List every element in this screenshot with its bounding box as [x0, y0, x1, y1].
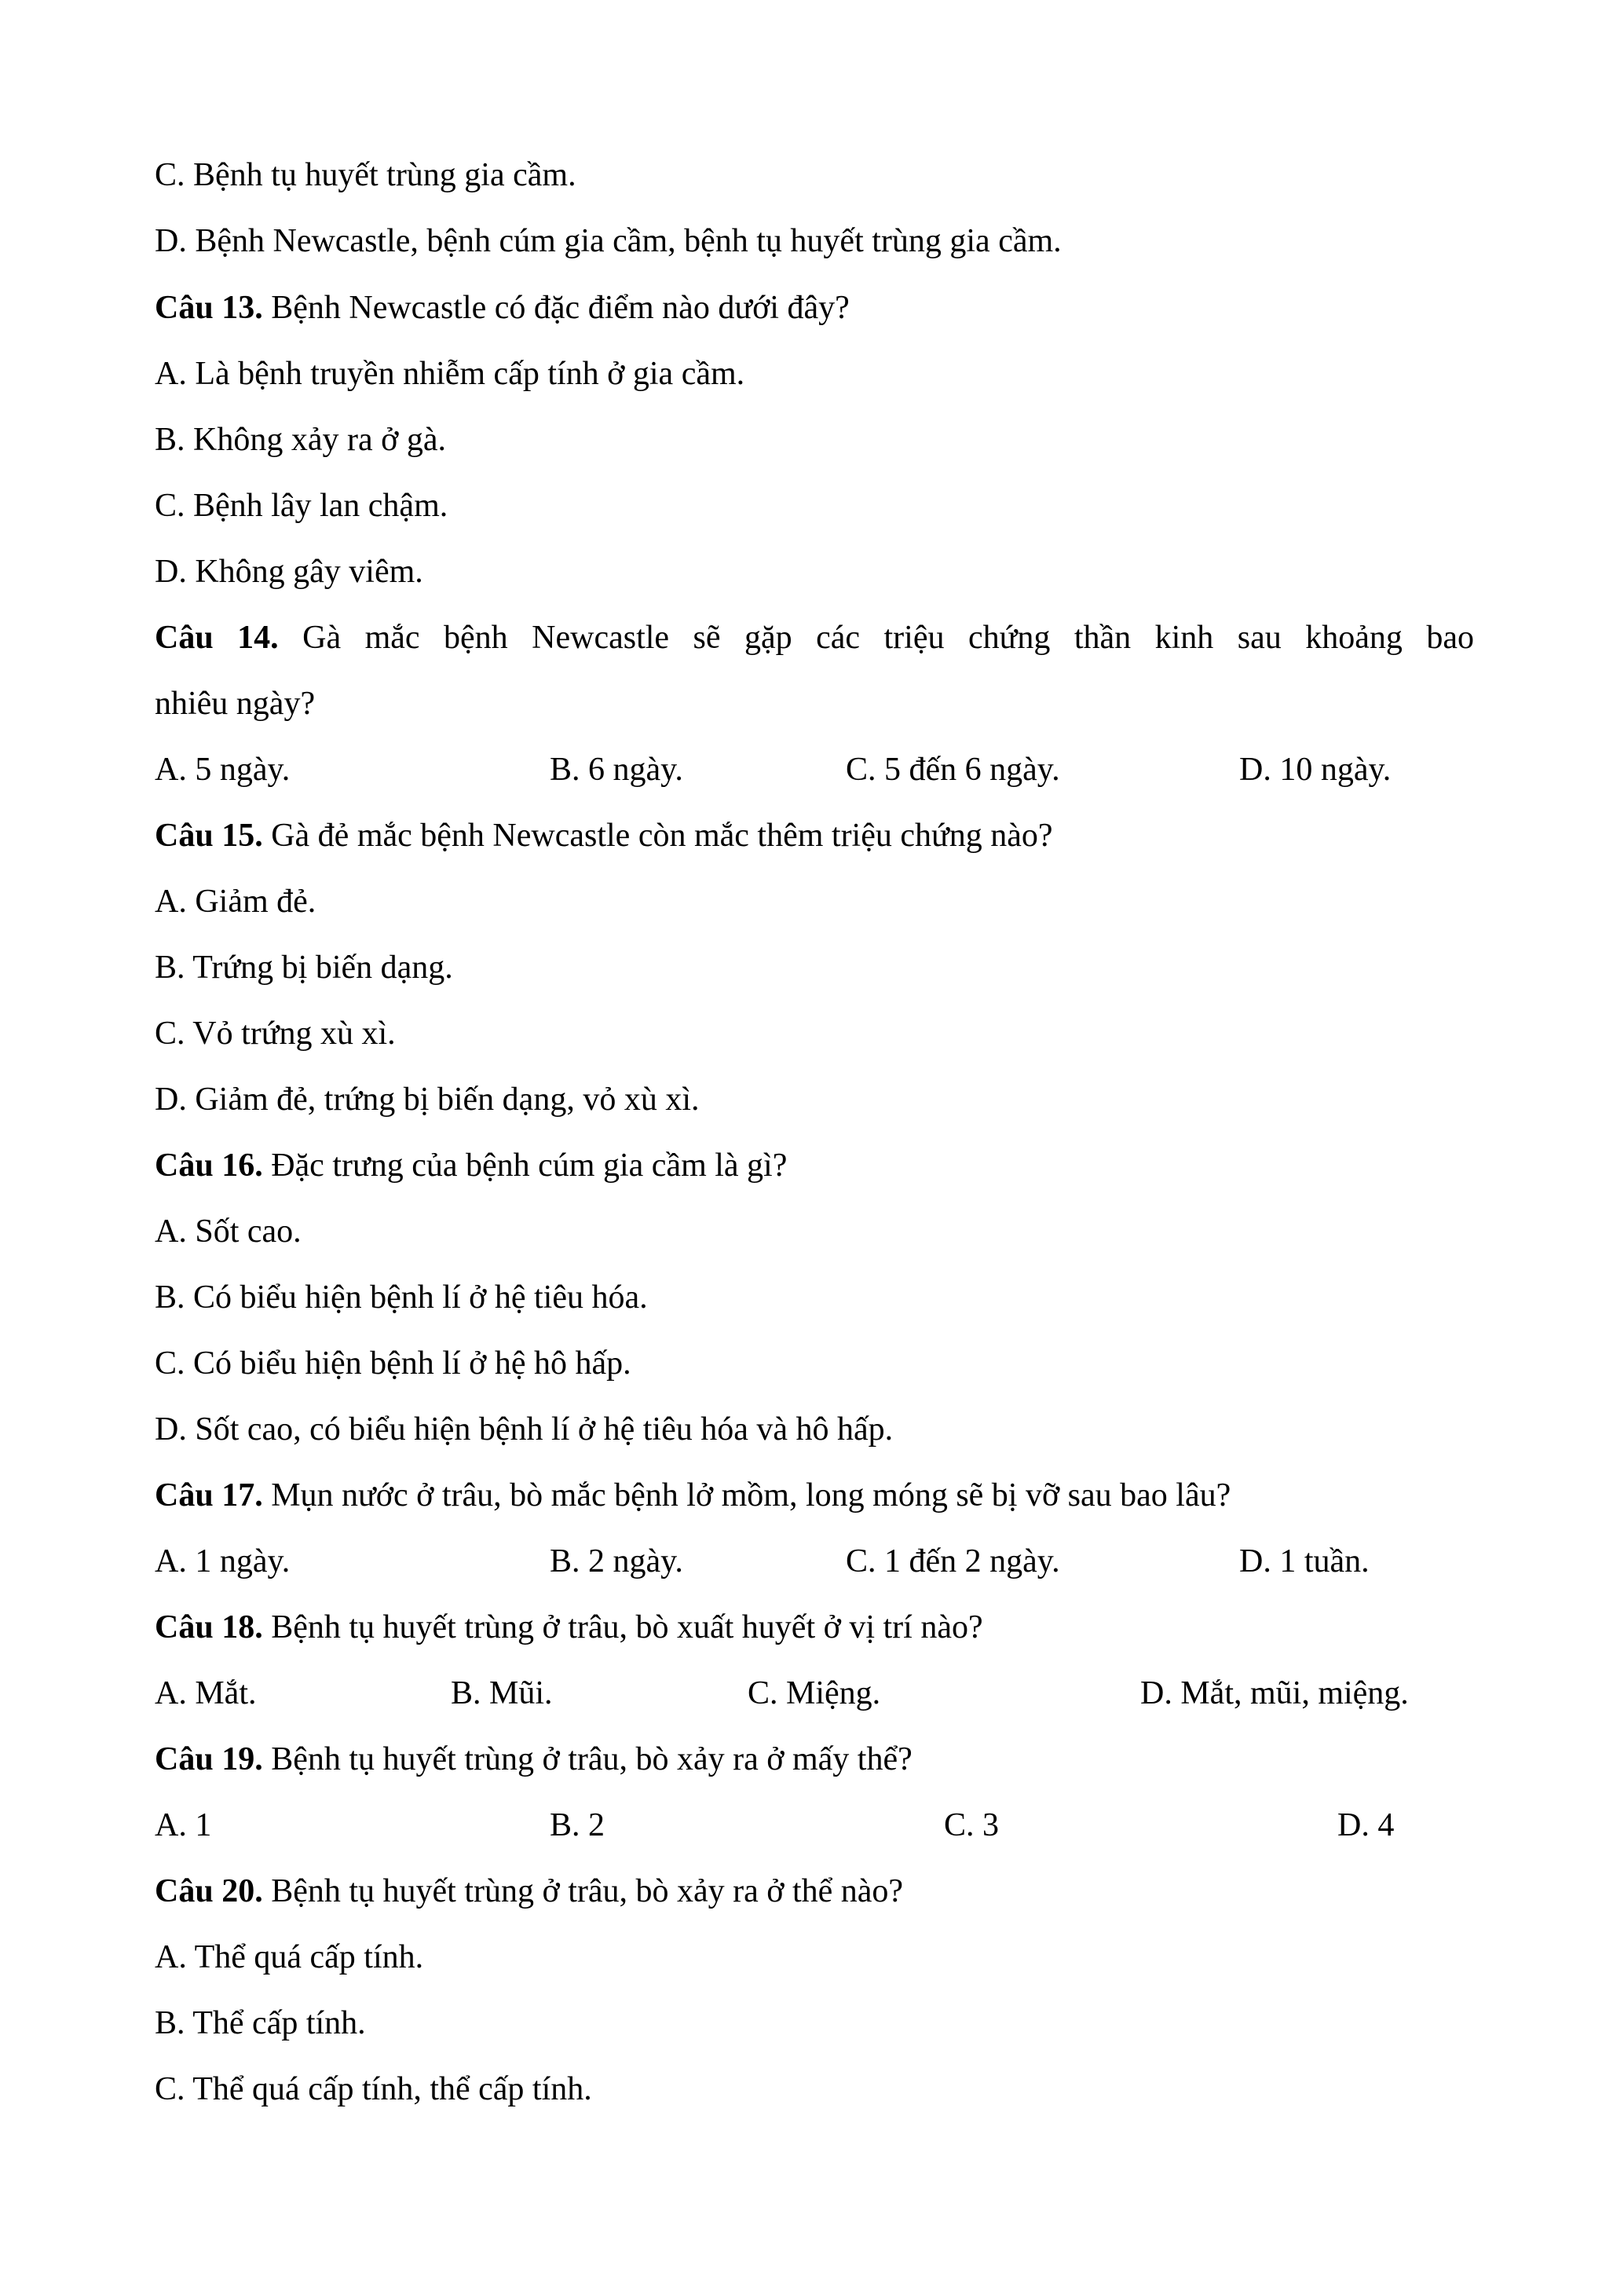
question-label: Câu 14.: [155, 620, 279, 656]
option-d: D. 10 ngày.: [1239, 752, 1392, 788]
question-label: Câu 15.: [155, 818, 263, 854]
option-text: C. Bệnh tụ huyết trùng gia cầm.: [155, 157, 576, 193]
option-a: A. 1: [155, 1807, 212, 1843]
option-text: C. Có biểu hiện bệnh lí ở hệ hô hấp.: [155, 1345, 631, 1382]
question-text: Gà mắc bệnh Newcastle sẽ gặp các triệu chứng thần kinh sau khoảng bao: [278, 620, 1474, 656]
question-text: Đặc trưng của bệnh cúm gia cầm là gì?: [262, 1148, 788, 1184]
option-a: A. 5 ngày.: [155, 752, 291, 788]
options-row: [155, 1806, 1505, 1845]
options-row: [155, 1542, 1505, 1581]
question-label: Câu 18.: [155, 1609, 263, 1645]
option-text: C. Vỏ trứng xù xì.: [155, 1016, 396, 1052]
question-14: [155, 618, 1474, 657]
question-15: [155, 816, 1053, 855]
option-text: B. Có biểu hiện bệnh lí ở hệ tiêu hóa.: [155, 1279, 648, 1316]
option-b: B. Mũi.: [451, 1675, 553, 1711]
question-label: Câu 16.: [155, 1148, 263, 1184]
option-text: A. Giảm đẻ.: [155, 884, 316, 920]
option-text: A. Là bệnh truyền nhiễm cấp tính ở gia cầm.: [155, 356, 745, 392]
option-c: C. Miệng.: [748, 1675, 881, 1711]
question-text: Gà đẻ mắc bệnh Newcastle còn mắc thêm triệu chứng nào?: [262, 818, 1053, 854]
option-c: C. 1 đến 2 ngày.: [846, 1543, 1060, 1579]
question-text: Bệnh Newcastle có đặc điểm nào dưới đây?: [262, 290, 850, 326]
option-d: D. 4: [1337, 1807, 1395, 1843]
question-16: [155, 1146, 787, 1185]
option-d: D. Mắt, mũi, miệng.: [1140, 1675, 1409, 1711]
question-label: Câu 13.: [155, 290, 263, 326]
option-b: B. 6 ngày.: [550, 752, 683, 788]
question-text: Bệnh tụ huyết trùng ở trâu, bò xảy ra ở thể nào?: [262, 1873, 904, 1909]
question-text: Mụn nước ở trâu, bò mắc bệnh lở mồm, long móng sẽ bị vỡ sau bao lâu?: [262, 1477, 1231, 1514]
option-text: B. Không xảy ra ở gà.: [155, 422, 446, 458]
option-a: A. 1 ngày.: [155, 1543, 291, 1579]
question-text: Bệnh tụ huyết trùng ở trâu, bò xảy ra ở mấy thể?: [262, 1741, 913, 1777]
options-row: [155, 750, 1505, 789]
question-text: Bệnh tụ huyết trùng ở trâu, bò xuất huyết ở vị trí nào?: [262, 1609, 983, 1645]
option-text: D. Bệnh Newcastle, bệnh cúm gia cầm, bệnh tụ huyết trùng gia cầm.: [155, 223, 1062, 259]
question-label: Câu 19.: [155, 1741, 263, 1777]
question-label: Câu 17.: [155, 1477, 263, 1514]
question-20: [155, 1872, 903, 1911]
option-text: D. Giảm đẻ, trứng bị biến dạng, vỏ xù xì.: [155, 1082, 700, 1118]
option-text: C. Thể quá cấp tính, thể cấp tính.: [155, 2071, 592, 2107]
option-c: C. 3: [944, 1807, 1000, 1843]
option-text: B. Trứng bị biến dạng.: [155, 950, 453, 986]
question-13: [155, 288, 850, 328]
question-text-continued: nhiêu ngày?: [155, 686, 316, 722]
option-text: D. Không gây viêm.: [155, 554, 423, 590]
option-text: B. Thể cấp tính.: [155, 2005, 366, 2041]
question-18: [155, 1608, 983, 1647]
question-19: [155, 1740, 913, 1779]
option-text: C. Bệnh lây lan chậm.: [155, 488, 448, 524]
option-b: B. 2: [550, 1807, 605, 1843]
option-text: D. Sốt cao, có biểu hiện bệnh lí ở hệ tiêu hóa và hô hấp.: [155, 1411, 894, 1448]
option-text: A. Thể quá cấp tính.: [155, 1939, 424, 1975]
option-text: A. Sốt cao.: [155, 1213, 302, 1250]
options-row: [155, 1674, 1505, 1713]
option-d: D. 1 tuần.: [1239, 1543, 1370, 1579]
question-label: Câu 20.: [155, 1873, 263, 1909]
option-b: B. 2 ngày.: [550, 1543, 683, 1579]
option-a: A. Mắt.: [155, 1675, 257, 1711]
option-c: C. 5 đến 6 ngày.: [846, 752, 1060, 788]
question-17: [155, 1476, 1231, 1515]
